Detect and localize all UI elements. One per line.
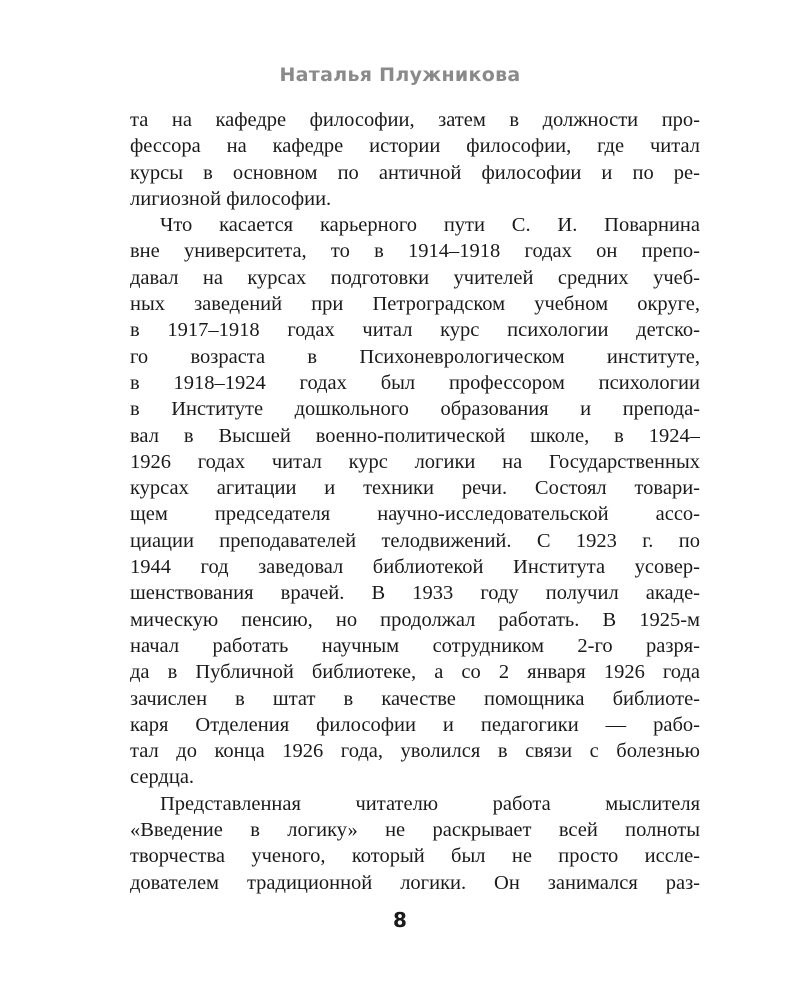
text-line: 1926 годах читал курс логики на Государственных (130, 450, 700, 473)
text-line: курсах агитации и техники речи. Состоял товари- (130, 477, 700, 500)
text-line: тал до конца 1926 года, уволился в связи с болезнью (130, 740, 700, 763)
text-line: 1944 год заведовал библиотекой Института усовер- (130, 556, 700, 579)
text-line: творчества ученого, который был не просто иссле- (130, 845, 700, 868)
running-head-author: Наталья Плужникова (279, 64, 521, 86)
text-line: го возраста в Психоневрологическом институте, (130, 345, 700, 368)
text-line: циации преподавателей телодвижений. С 1923 г. по (130, 529, 700, 552)
text-line: Представленная читателю работа мыслителя (160, 792, 700, 815)
text-line: курсы в основном по античной философии и по ре- (130, 161, 700, 184)
text-line: «Введение в логику» не раскрывает всей полноты (130, 819, 700, 842)
text-line: мическую пенсию, но продолжал работать. В 1925-м (130, 608, 700, 631)
text-line: дователем традиционной логики. Он занимался раз- (130, 871, 700, 894)
text-line: та на кафедре философии, затем в должности про- (130, 109, 700, 131)
text-line: в 1918–1924 годах был профессором психологии (130, 371, 700, 394)
text-line: сердца. (130, 766, 195, 789)
text-line: Что касается карьерного пути С. И. Поварнина (160, 214, 700, 237)
page-number: 8 (393, 908, 407, 932)
text-line: вал в Высшей военно-политической школе, в 1924– (130, 424, 700, 447)
text-line: в 1917–1918 годах читал курс психологии детско- (130, 319, 700, 342)
text-line: фессора на кафедре истории философии, где читал (130, 135, 700, 158)
text-line: вне университета, то в 1914–1918 годах он препо- (130, 240, 700, 263)
text-line: шенствования врачей. В 1933 году получил акаде- (130, 582, 700, 605)
text-line: давал на курсах подготовки учителей средних учеб- (130, 266, 700, 289)
text-line: в Институте дошкольного образования и препода- (130, 398, 700, 421)
body-text (130, 107, 700, 896)
text-line: зачислен в штат в качестве помощника библиоте- (130, 687, 700, 710)
text-line: начал работать научным сотрудником 2-го разря- (130, 634, 700, 657)
text-line: да в Публичной библиотеке, а со 2 января 1926 года (130, 661, 700, 684)
text-line: каря Отделения философии и педагогики — рабо- (130, 713, 700, 736)
text-line: лигиозной философии. (130, 187, 332, 210)
text-line: щем председателя научно-исследовательской ассо- (130, 503, 700, 526)
text-line: ных заведений при Петроградском учебном округе, (130, 293, 700, 316)
